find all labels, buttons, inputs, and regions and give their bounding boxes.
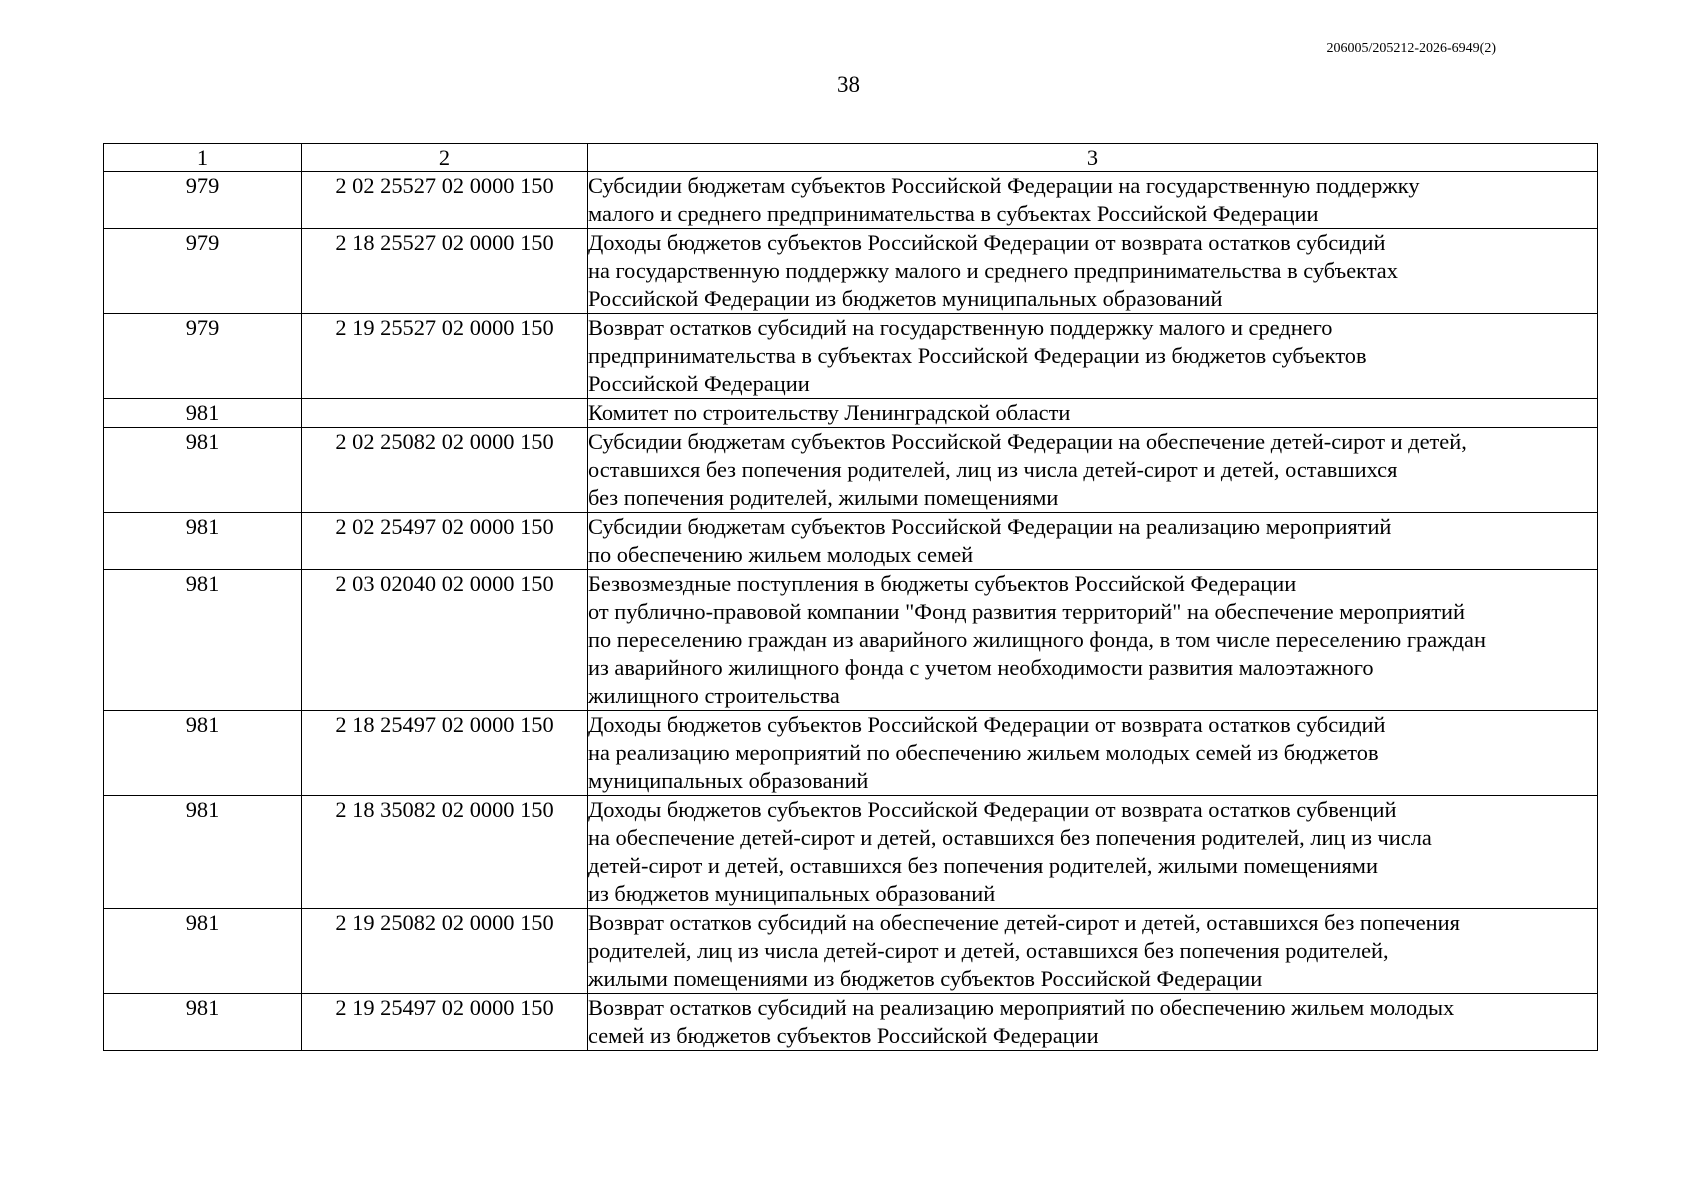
description-cell bbox=[588, 570, 1598, 711]
budget-code-cell: 2 02 25082 02 0000 150 bbox=[302, 428, 588, 513]
description-line: предпринимательства в субъектах Российской Федерации из бюджетов субъектов bbox=[588, 343, 1367, 368]
description-line: Субсидии бюджетам субъектов Российской Федерации на государственную поддержку bbox=[588, 173, 1420, 198]
description-line: на государственную поддержку малого и среднего предпринимательства в субъектах bbox=[588, 258, 1398, 283]
description-line: от публично-правовой компании "Фонд развития территорий" на обеспечение мероприятий bbox=[588, 599, 1466, 624]
budget-code-cell: 2 19 25082 02 0000 150 bbox=[302, 909, 588, 994]
admin-code-cell: 981 bbox=[104, 994, 302, 1051]
admin-code-cell: 981 bbox=[104, 711, 302, 796]
description-line: Субсидии бюджетам субъектов Российской Федерации на реализацию мероприятий bbox=[588, 514, 1392, 539]
budget-code-cell: 2 02 25527 02 0000 150 bbox=[302, 172, 588, 229]
description-line: Возврат остатков субсидий на государственную поддержку малого и среднего bbox=[588, 315, 1333, 340]
description-cell bbox=[588, 796, 1598, 909]
page-number: 38 bbox=[837, 72, 860, 97]
admin-code-cell: 979 bbox=[104, 172, 302, 229]
description-line: Доходы бюджетов субъектов Российской Федерации от возврата остатков субсидий bbox=[588, 230, 1386, 255]
table-row bbox=[104, 229, 1598, 314]
table-row bbox=[104, 314, 1598, 399]
admin-code-cell: 981 bbox=[104, 570, 302, 711]
description-line: оставшихся без попечения родителей, лиц из числа детей-сирот и детей, оставшихся bbox=[588, 457, 1398, 482]
table-row bbox=[104, 796, 1598, 909]
description-line: на обеспечение детей-сирот и детей, оставшихся без попечения родителей, лиц из числа bbox=[588, 825, 1432, 850]
admin-code-cell: 981 bbox=[104, 428, 302, 513]
description-line: муниципальных образований bbox=[588, 768, 869, 793]
description-line: Возврат остатков субсидий на обеспечение детей-сирот и детей, оставшихся без попечения bbox=[588, 910, 1460, 935]
description-cell bbox=[588, 399, 1598, 428]
budget-codes-table bbox=[103, 143, 1598, 1051]
header-col-1: 1 bbox=[104, 144, 302, 172]
table-row bbox=[104, 172, 1598, 229]
description-cell bbox=[588, 229, 1598, 314]
table-row bbox=[104, 711, 1598, 796]
admin-code-cell: 981 bbox=[104, 399, 302, 428]
table-row bbox=[104, 570, 1598, 711]
budget-code-cell: 2 02 25497 02 0000 150 bbox=[302, 513, 588, 570]
header-col-3: 3 bbox=[588, 144, 1598, 172]
description-line: Комитет по строительству Ленинградской области bbox=[588, 400, 1071, 425]
description-line: Доходы бюджетов субъектов Российской Федерации от возврата остатков субсидий bbox=[588, 712, 1386, 737]
admin-code-cell: 979 bbox=[104, 229, 302, 314]
budget-code-cell: 2 03 02040 02 0000 150 bbox=[302, 570, 588, 711]
header-col-2: 2 bbox=[302, 144, 588, 172]
description-line: детей-сирот и детей, оставшихся без попечения родителей, жилыми помещениями bbox=[588, 853, 1378, 878]
description-line: без попечения родителей, жилыми помещениями bbox=[588, 485, 1059, 510]
description-cell bbox=[588, 909, 1598, 994]
description-cell bbox=[588, 172, 1598, 229]
description-line: жилыми помещениями из бюджетов субъектов Российской Федерации bbox=[588, 966, 1263, 991]
description-line: семей из бюджетов субъектов Российской Федерации bbox=[588, 1023, 1099, 1048]
table-row bbox=[104, 994, 1598, 1051]
table-row bbox=[104, 909, 1598, 994]
description-cell bbox=[588, 711, 1598, 796]
table-row bbox=[104, 399, 1598, 428]
description-line: Возврат остатков субсидий на реализацию мероприятий по обеспечению жильем молодых bbox=[588, 995, 1455, 1020]
description-cell bbox=[588, 513, 1598, 570]
budget-code-cell: 2 18 25497 02 0000 150 bbox=[302, 711, 588, 796]
description-line: Субсидии бюджетам субъектов Российской Федерации на обеспечение детей-сирот и детей, bbox=[588, 429, 1467, 454]
table-header-row bbox=[104, 144, 1598, 172]
description-cell bbox=[588, 428, 1598, 513]
description-line: по обеспечению жильем молодых семей bbox=[588, 542, 974, 567]
document-id: 206005/205212-2026-6949(2) bbox=[1326, 41, 1496, 56]
description-cell bbox=[588, 314, 1598, 399]
description-line: из бюджетов муниципальных образований bbox=[588, 881, 996, 906]
budget-code-cell: 2 18 25527 02 0000 150 bbox=[302, 229, 588, 314]
description-line: Российской Федерации из бюджетов муниципальных образований bbox=[588, 286, 1223, 311]
description-line: по переселению граждан из аварийного жилищного фонда, в том числе переселению граждан bbox=[588, 627, 1486, 652]
description-line: на реализацию мероприятий по обеспечению жильем молодых семей из бюджетов bbox=[588, 740, 1379, 765]
description-line: Российской Федерации bbox=[588, 371, 810, 396]
description-line: жилищного строительства bbox=[588, 683, 840, 708]
budget-code-cell: 2 19 25497 02 0000 150 bbox=[302, 994, 588, 1051]
admin-code-cell: 981 bbox=[104, 513, 302, 570]
budget-code-cell: 2 19 25527 02 0000 150 bbox=[302, 314, 588, 399]
description-line: из аварийного жилищного фонда с учетом необходимости развития малоэтажного bbox=[588, 655, 1374, 680]
description-line: малого и среднего предпринимательства в субъектах Российской Федерации bbox=[588, 201, 1319, 226]
admin-code-cell: 981 bbox=[104, 909, 302, 994]
table-row bbox=[104, 513, 1598, 570]
description-cell bbox=[588, 994, 1598, 1051]
budget-code-cell: 2 18 35082 02 0000 150 bbox=[302, 796, 588, 909]
table-row bbox=[104, 428, 1598, 513]
admin-code-cell: 979 bbox=[104, 314, 302, 399]
description-line: Безвозмездные поступления в бюджеты субъектов Российской Федерации bbox=[588, 571, 1297, 596]
description-line: родителей, лиц из числа детей-сирот и детей, оставшихся без попечения родителей, bbox=[588, 938, 1389, 963]
table-body bbox=[104, 172, 1598, 1051]
description-line: Доходы бюджетов субъектов Российской Федерации от возврата остатков субвенций bbox=[588, 797, 1397, 822]
budget-code-cell bbox=[302, 399, 588, 428]
admin-code-cell: 981 bbox=[104, 796, 302, 909]
